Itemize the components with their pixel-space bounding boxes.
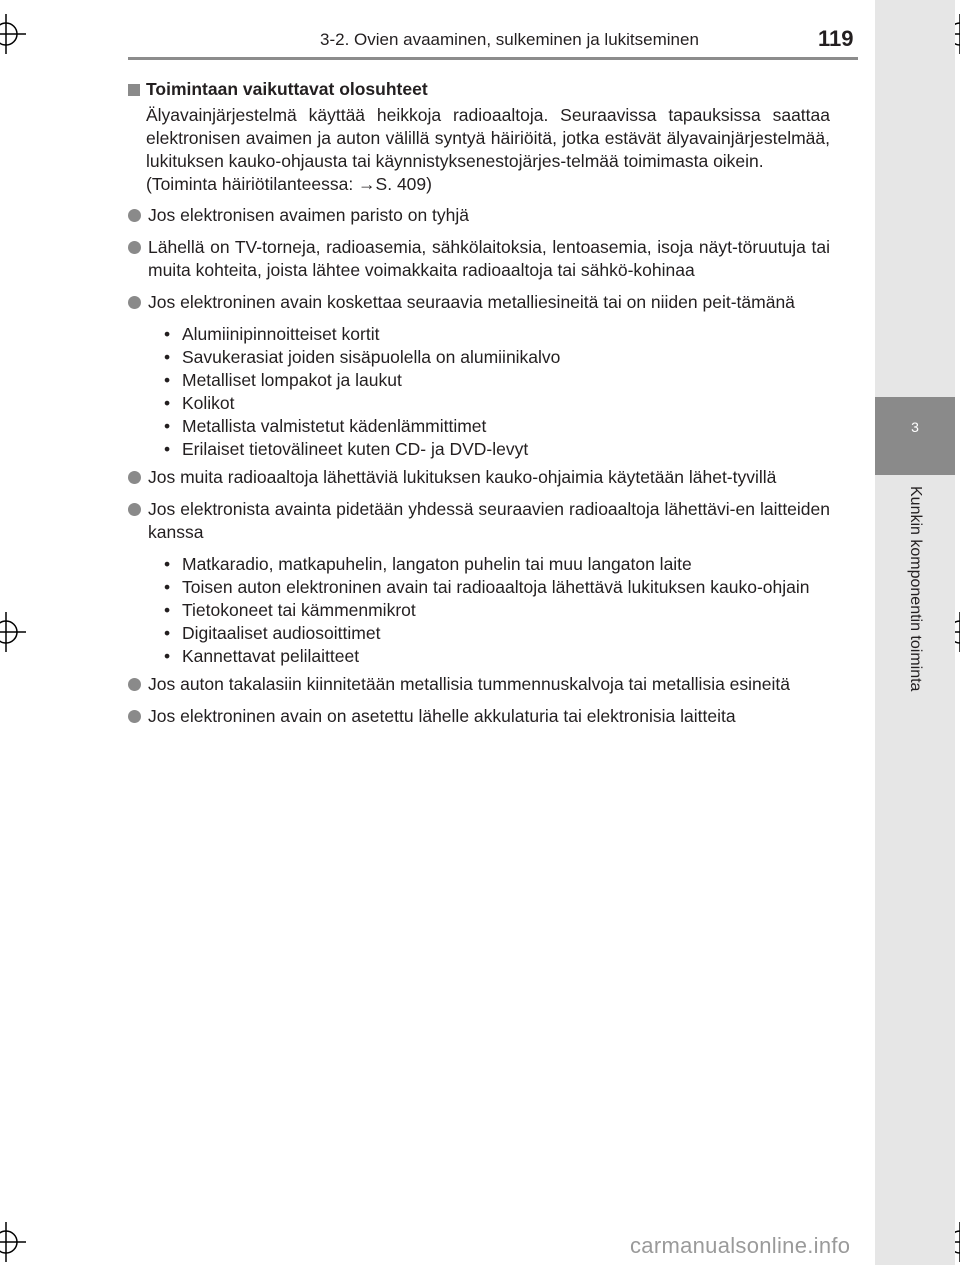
crop-mark-middle-left-icon bbox=[0, 612, 26, 652]
list-item: • Metalliset lompakot ja laukut bbox=[164, 370, 402, 390]
radio-devices-list bbox=[164, 553, 830, 668]
bullet-dot-icon: • bbox=[164, 577, 171, 597]
section-title: 3-2. Ovien avaaminen, sulkeminen ja lukitseminen bbox=[320, 30, 699, 49]
list-item: • Digitaaliset audiosoittimet bbox=[164, 623, 381, 643]
bullet-dot-icon: • bbox=[164, 623, 171, 643]
condition-item bbox=[128, 705, 830, 728]
square-bullet-icon bbox=[128, 84, 140, 96]
bullet-dot-icon: • bbox=[164, 416, 171, 436]
list-item: • Erilaiset tietovälineet kuten CD- ja DVD-levyt bbox=[164, 439, 529, 459]
page-number: 119 bbox=[818, 26, 854, 51]
bullet-dot-icon: • bbox=[164, 600, 171, 620]
condition-text: Jos elektronista avainta pidetään yhdessä seuraavien radioaaltoja lähettävi-en laitteiden kanssa bbox=[148, 499, 830, 542]
condition-item bbox=[128, 466, 830, 489]
condition-item bbox=[128, 291, 830, 314]
bullet-dot-icon: • bbox=[164, 554, 171, 574]
condition-item bbox=[128, 204, 830, 227]
bullet-dot-icon: • bbox=[164, 439, 171, 459]
list-item: • Kannettavat pelilaitteet bbox=[164, 646, 360, 666]
intro-paragraph: Älyavainjärjestelmä käyttää heikkoja radioaaltoja. Seuraavissa tapauksissa saattaa elektronisen avaimen ja auton välillä syntyä häiriöitä, jotka estävät älyavainjärjestelmää, lukituksen kauko-ohjausta tai käynnistyksenestojärjes-telmää toimimasta oikein. bbox=[146, 105, 830, 171]
section-heading bbox=[128, 78, 830, 101]
section-heading-text: Toimintaan vaikuttavat olosuhteet bbox=[146, 79, 428, 99]
condition-item bbox=[128, 498, 830, 544]
list-item: • Toisen auton elektroninen avain tai radioaaltoja lähettävä lukituksen kauko-ohjain bbox=[164, 577, 810, 597]
bullet-dot-icon: • bbox=[164, 370, 171, 390]
bullet-dot-icon: • bbox=[164, 646, 171, 666]
circle-bullet-icon bbox=[128, 503, 141, 516]
circle-bullet-icon bbox=[128, 209, 141, 222]
page-reference: (Toiminta häiriötilanteessa: →S. 409) bbox=[146, 174, 432, 194]
chapter-tab: 3 bbox=[875, 397, 955, 475]
page-content bbox=[128, 78, 830, 737]
circle-bullet-icon bbox=[128, 241, 141, 254]
crop-mark-top-left-icon bbox=[0, 14, 26, 54]
list-item: • Metallista valmistetut kädenlämmittimet bbox=[164, 416, 487, 436]
condition-text: Jos elektronisen avaimen paristo on tyhjä bbox=[148, 205, 470, 225]
chapter-title: Kunkin komponentin toiminta bbox=[907, 486, 924, 692]
condition-text: Jos muita radioaaltoja lähettäviä lukituksen kauko-ohjaimia käytetään lähet-tyvillä bbox=[148, 467, 777, 487]
list-item: • Matkaradio, matkapuhelin, langaton puhelin tai muu langaton laite bbox=[164, 554, 692, 574]
bullet-dot-icon: • bbox=[164, 324, 171, 344]
list-item: • Tietokoneet tai kämmenmikrot bbox=[164, 600, 416, 620]
condition-text: Jos auton takalasiin kiinnitetään metallisia tummennuskalvoja tai metallisia esineitä bbox=[148, 674, 790, 694]
condition-text: Lähellä on TV-torneja, radioasemia, sähkölaitoksia, lentoasemia, isoja näyt-töruutuja tai muita kohteita, joista lähtee voimakkaita radioaaltoja tai sähkö-kohinaa bbox=[148, 237, 830, 280]
circle-bullet-icon bbox=[128, 678, 141, 691]
list-item: • Kolikot bbox=[164, 393, 235, 413]
condition-item bbox=[128, 236, 830, 282]
header-divider bbox=[128, 57, 858, 60]
circle-bullet-icon bbox=[128, 710, 141, 723]
condition-text: Jos elektroninen avain koskettaa seuraavia metalliesineitä tai on niiden peit-tämänä bbox=[148, 292, 795, 312]
bullet-dot-icon: • bbox=[164, 347, 171, 367]
list-item: • Savukerasiat joiden sisäpuolella on alumiinikalvo bbox=[164, 347, 561, 367]
circle-bullet-icon bbox=[128, 296, 141, 309]
circle-bullet-icon bbox=[128, 471, 141, 484]
crop-mark-bottom-left-icon bbox=[0, 1222, 26, 1262]
watermark: carmanualsonline.info bbox=[630, 1233, 851, 1258]
list-item: • Alumiinipinnoitteiset kortit bbox=[164, 324, 380, 344]
condition-text: Jos elektroninen avain on asetettu lähelle akkulaturia tai elektronisia laitteita bbox=[148, 706, 736, 726]
bullet-dot-icon: • bbox=[164, 393, 171, 413]
metal-objects-list bbox=[164, 323, 830, 461]
condition-item bbox=[128, 673, 830, 696]
